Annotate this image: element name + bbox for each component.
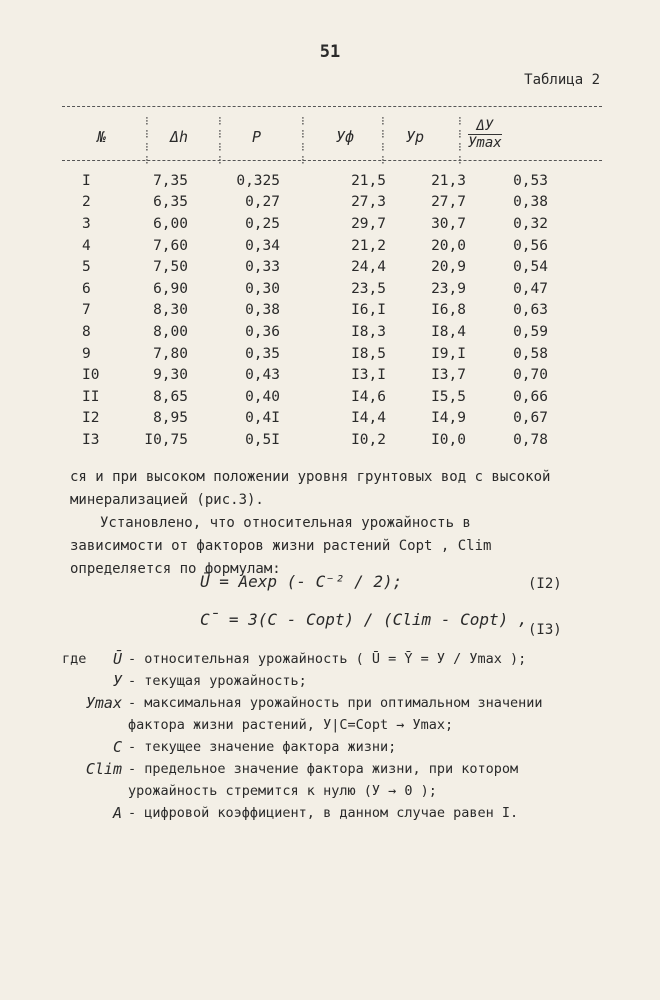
- table-cell: I4,9: [431, 410, 466, 427]
- header-separator: ⁝ ⁝ ⁝ ⁝: [301, 114, 305, 167]
- formula-12: Ū = Aexp (- C⁻² / 2);: [200, 572, 403, 591]
- table-cell: I3,I: [351, 367, 386, 384]
- table-cell: 0,35: [245, 345, 280, 362]
- table-top-rule: [62, 106, 602, 107]
- header-separator: ⁝ ⁝ ⁝ ⁝: [458, 114, 462, 167]
- definition-item: [62, 736, 582, 758]
- table-cell: I0,2: [351, 431, 386, 448]
- table-cell: 20,0: [431, 237, 466, 254]
- table-cell: 4: [82, 237, 91, 254]
- table-cell: 8: [82, 323, 91, 340]
- definition-item: [62, 692, 582, 736]
- table-cell: 0,32: [513, 215, 548, 232]
- formula-13-number: (I3): [528, 622, 562, 638]
- table-cell: 8,95: [153, 410, 188, 427]
- table-cell: 9,30: [153, 367, 188, 384]
- table-row: [82, 235, 548, 257]
- table-cell: 6: [82, 280, 91, 297]
- table-cell: 5: [82, 259, 91, 276]
- table-cell: I5,5: [431, 388, 466, 405]
- table-cell: I9,I: [431, 345, 466, 362]
- table-cell: II: [82, 388, 100, 405]
- table-row: [82, 192, 548, 214]
- definition-item: [62, 648, 582, 670]
- table-cell: I8,5: [351, 345, 386, 362]
- table-cell: I0: [82, 367, 100, 384]
- definition-text: - относительная урожайность ( Ū = Ȳ = У / Уmax );: [128, 651, 527, 667]
- table-cell: 27,3: [351, 194, 386, 211]
- table-cell: 21,3: [431, 172, 466, 189]
- table-cell: 0,59: [513, 323, 548, 340]
- table-cell: I6,I: [351, 302, 386, 319]
- table-cell: I3,7: [431, 367, 466, 384]
- table-header-rule: [62, 160, 602, 161]
- table-cell: 8,65: [153, 388, 188, 405]
- table-cell: 29,7: [351, 215, 386, 232]
- table-cell: I2: [82, 410, 100, 427]
- header-number: №: [97, 128, 107, 146]
- table-cell: 0,53: [513, 172, 548, 189]
- table-cell: 0,25: [245, 215, 280, 232]
- table-cell: 0,30: [245, 280, 280, 297]
- table-row: [82, 278, 548, 300]
- table-cell: I4,4: [351, 410, 386, 427]
- formula-12-number: (I2): [528, 576, 562, 592]
- definition-text: - текущая урожайность;: [128, 673, 307, 689]
- table-cell: 6,90: [153, 280, 188, 297]
- definitions-list: [62, 648, 582, 824]
- table-cell: 30,7: [431, 215, 466, 232]
- table-cell: 0,54: [513, 259, 548, 276]
- table-cell: I6,8: [431, 302, 466, 319]
- header-dy: ΔУ: [468, 118, 502, 135]
- header-separator: ⁝ ⁝ ⁝ ⁝: [218, 114, 222, 167]
- definition-symbol: У: [112, 672, 122, 690]
- table-row: [82, 170, 548, 192]
- definition-item: [62, 802, 582, 824]
- table-cell: 0,66: [513, 388, 548, 405]
- table-cell: 0,36: [245, 323, 280, 340]
- table-cell: 7,35: [153, 172, 188, 189]
- table-cell: 27,7: [431, 194, 466, 211]
- table-cell: 0,34: [245, 237, 280, 254]
- definition-text: - цифровой коэффициент, в данном случае равен I.: [128, 805, 519, 821]
- definition-symbol: C: [112, 738, 122, 756]
- header-dy-ymax: [468, 118, 502, 151]
- table-cell: 0,78: [513, 431, 548, 448]
- table-cell: 7,80: [153, 345, 188, 362]
- table-row: [82, 256, 548, 278]
- table-cell: 0,38: [513, 194, 548, 211]
- definition-text: - предельное значение фактора жизни, при котором урожайность стремится к нулю (У → 0 );: [128, 761, 519, 799]
- table-cell: 7,50: [153, 259, 188, 276]
- header-dh: Δh: [170, 128, 189, 146]
- table-row: [82, 300, 548, 322]
- table-cell: 6,00: [153, 215, 188, 232]
- table-cell: 0,33: [245, 259, 280, 276]
- formula-13: C̄ = 3(C - Copt) / (Clim - Copt) ,: [200, 610, 528, 629]
- table-row: [82, 386, 548, 408]
- table-cell: 20,9: [431, 259, 466, 276]
- table-cell: 21,5: [351, 172, 386, 189]
- table-row: [82, 343, 548, 365]
- table-row: [82, 364, 548, 386]
- table-cell: 0,40: [245, 388, 280, 405]
- table-cell: 3: [82, 215, 91, 232]
- definition-text: - максимальная урожайность при оптимальном значении фактора жизни растений, У|C=Copt → Уmax;: [128, 695, 543, 733]
- table-row: [82, 408, 548, 430]
- table-cell: 0,70: [513, 367, 548, 384]
- table-cell: 6,35: [153, 194, 188, 211]
- table-cell: 0,58: [513, 345, 548, 362]
- table-cell: 0,67: [513, 410, 548, 427]
- definition-symbol: Уmax: [85, 694, 122, 712]
- where-label: где: [62, 651, 87, 667]
- table-cell: I4,6: [351, 388, 386, 405]
- table-cell: I3: [82, 431, 100, 448]
- table-cell: 7: [82, 302, 91, 319]
- table-cell: 2: [82, 194, 91, 211]
- table-row: [82, 429, 548, 451]
- header-separator: ⁝ ⁝ ⁝ ⁝: [145, 114, 149, 167]
- table-cell: 7,60: [153, 237, 188, 254]
- header-p: P: [252, 128, 262, 146]
- table-cell: 24,4: [351, 259, 386, 276]
- page-number: 51: [319, 42, 341, 62]
- table-cell: 0,38: [245, 302, 280, 319]
- table-cell: 23,5: [351, 280, 386, 297]
- table-cell: 9: [82, 345, 91, 362]
- data-table: [82, 170, 548, 451]
- table-cell: 8,30: [153, 302, 188, 319]
- table-cell: 8,00: [153, 323, 188, 340]
- table-row: [82, 213, 548, 235]
- paragraph-formulas-intro: Установлено, что относительная урожайность в зависимости от факторов жизни растений Copt , Clim определяется по формулам:: [70, 515, 492, 577]
- table-cell: 0,4I: [245, 410, 280, 427]
- table-cell: 0,5I: [245, 431, 280, 448]
- header-separator: ⁝ ⁝ ⁝ ⁝: [381, 114, 385, 167]
- header-yr: Ур: [406, 128, 425, 146]
- table-cell: 21,2: [351, 237, 386, 254]
- table-cell: 0,27: [245, 194, 280, 211]
- table-caption: Таблица 2: [524, 72, 600, 88]
- definition-symbol: Ū: [112, 650, 122, 668]
- definition-item: [62, 670, 582, 692]
- table-cell: I0,75: [144, 431, 188, 448]
- table-cell: 0,43: [245, 367, 280, 384]
- header-ymax: Уmax: [468, 135, 502, 151]
- table-cell: I8,4: [431, 323, 466, 340]
- table-cell: 0,47: [513, 280, 548, 297]
- table-row: [82, 321, 548, 343]
- table-cell: 23,9: [431, 280, 466, 297]
- table-cell: 0,325: [236, 172, 280, 189]
- definition-symbol: Clim: [85, 760, 122, 778]
- header-yf: Уф: [336, 128, 355, 146]
- definition-symbol: A: [112, 804, 122, 822]
- paragraph-continuation: ся и при высоком положении уровня грунтовых вод с высокой минерализацией (рис.3).: [70, 469, 551, 508]
- table-cell: 0,56: [513, 237, 548, 254]
- definition-text: - текущее значение фактора жизни;: [128, 739, 397, 755]
- definition-item: [62, 758, 582, 802]
- table-cell: I0,0: [431, 431, 466, 448]
- table-cell: I: [82, 172, 91, 189]
- table-cell: I8,3: [351, 323, 386, 340]
- table-cell: 0,63: [513, 302, 548, 319]
